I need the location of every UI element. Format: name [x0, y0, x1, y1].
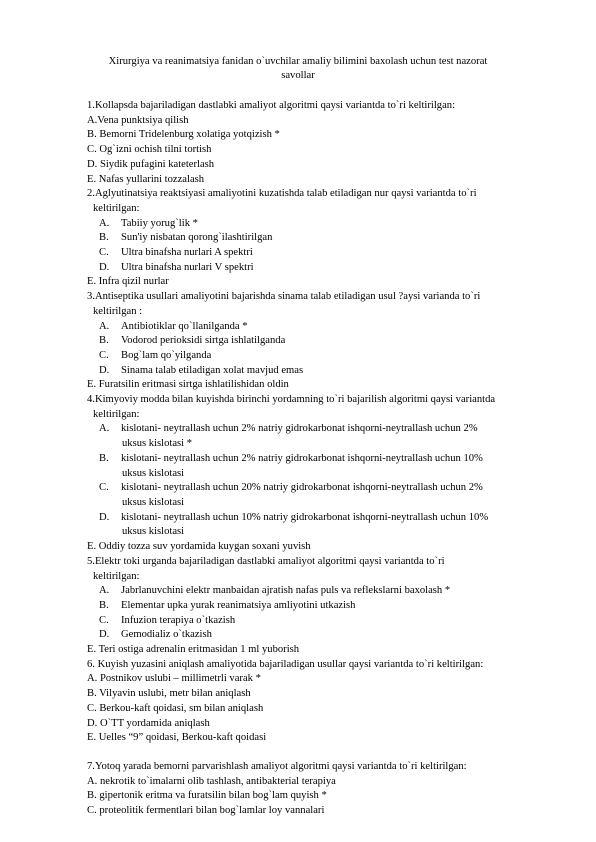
q6-option-d: D. O`TT yordamida aniqlash: [87, 717, 210, 729]
q4-option-b: [87, 452, 557, 467]
question-3: 3.Antiseptika usullari amaliyotini bajarishda sinama talab etiladigan usul ?aysi varianda to`ri: [87, 291, 481, 303]
question-2-continuation: keltirilgan:: [93, 202, 140, 214]
q7-option-c: C. proteolitik fermentlari bilan bog`lamlar loy vannalari: [87, 805, 325, 817]
question-7: 7.Yotoq yarada bemorni parvarishlash amaliyot algoritmi qaysi variantda to`ri keltirilgan:: [87, 760, 467, 772]
q2-option-e: E. Infra qizil nurlar: [87, 276, 169, 288]
option-text: Antibiotiklar qo`llanilganda *: [121, 320, 248, 332]
option-letter: C.: [99, 614, 109, 626]
option-letter: D.: [99, 261, 110, 273]
q3-option-d: [87, 364, 557, 379]
option-letter: A.: [99, 423, 110, 435]
option-letter: B.: [99, 452, 109, 464]
option-letter: A.: [99, 320, 110, 332]
q5-option-a: [87, 584, 557, 599]
option-letter: C.: [99, 247, 109, 259]
q3-option-c: [87, 349, 557, 364]
q2-option-a: [87, 217, 557, 232]
option-text: Elementar upka yurak reanimatsiya amliyotini utkazish: [121, 599, 356, 611]
q4-option-e: E. Oddiy tozza suv yordamida kuygan soxani yuvish: [87, 541, 311, 553]
title-line-1: Xirurgiya va reanimatsiya fanidan o`uvchilar amaliy bilimini baxolash uchun test nazorat: [108, 56, 488, 67]
q7-option-a: A. nekrotik to`imalarni olib tashlash, antibakterial terapiya: [87, 775, 336, 787]
option-letter: D.: [99, 364, 110, 376]
q4-option-a-continuation: uksus kislotasi *: [122, 438, 193, 450]
q3-option-e: E. Furatsilin eritmasi sirtga ishlatilishidan oldin: [87, 379, 289, 391]
option-letter: A.: [99, 217, 110, 229]
option-text: Ultra binafsha nurlari V spektri: [121, 261, 254, 273]
option-text: Infuzion terapiya o`tkazish: [121, 614, 236, 626]
q4-option-a: [87, 422, 557, 437]
test-questions: [87, 99, 557, 819]
question-1: 1.Kollapsda bajariladigan dastlabki amaliyot algoritmi qaysi variantda to`ri keltirilgan:: [87, 100, 456, 111]
q6-option-b: B. Vilyavin uslubi, metr bilan aniqlash: [87, 688, 251, 700]
q3-option-b: [87, 334, 557, 349]
q5-option-d: [87, 628, 557, 643]
option-text: Jabrlanuvchini elektr manbaidan ajratish nafas puls va reflekslarni baxolash *: [121, 585, 451, 597]
option-letter: C.: [99, 349, 109, 361]
q1-option-d: D. Siydik pufagini kateterlash: [87, 158, 215, 170]
option-letter: B.: [99, 232, 109, 244]
option-text: Ultra binafsha nurlari A spektri: [121, 247, 253, 259]
option-text: kislotani- neytrallash uchun 2% natriy gidrokarbonat ishqorni-neytrallash uchun 2%: [121, 423, 478, 435]
q2-option-c: [87, 246, 557, 261]
option-text: Gemodializ o`tkazish: [121, 629, 212, 641]
q5-option-c: [87, 614, 557, 629]
option-text: Bog`lam qo`yilganda: [121, 349, 212, 361]
q4-option-d-continuation: uksus kislotasi: [122, 526, 185, 538]
option-letter: A.: [99, 585, 110, 597]
q4-option-c: [87, 481, 557, 496]
q3-option-a: [87, 320, 557, 335]
option-text: kislotani- neytrallash uchun 10% natriy gidrokarbonat ishqorni-neytrallash uchun 10%: [121, 511, 489, 523]
option-letter: D.: [99, 629, 110, 641]
q4-option-c-continuation: uksus kislotasi: [122, 496, 185, 508]
option-text: Sun'iy nisbatan qorong`ilashtirilgan: [121, 232, 273, 244]
option-letter: D.: [99, 511, 110, 523]
q4-option-d: [87, 511, 557, 526]
q7-option-b: B. gipertonik eritma va furatsilin bilan bog`lam quyish *: [87, 790, 327, 802]
q2-option-b: [87, 231, 557, 246]
q6-option-a: A. Postnikov uslubi – millimetrli varak *: [87, 673, 261, 685]
q2-option-d: [87, 261, 557, 276]
q6-option-c: C. Berkou-kaft qoidasi, sm bilan aniqlash: [87, 702, 264, 714]
option-text: Sinama talab etiladigan xolat mavjud emas: [121, 364, 304, 376]
q4-option-b-continuation: uksus kislotasi: [122, 467, 185, 479]
question-4-continuation: keltirilgan:: [93, 408, 140, 420]
document-title: [90, 55, 506, 83]
q5-option-e: E. Teri ostiga adrenalin eritmasidan 1 ml yuborish: [87, 644, 300, 656]
option-text: Vodorod perioksidi sirtga ishlatilganda: [121, 335, 286, 347]
q5-option-b: [87, 599, 557, 614]
q1-option-b: B. Bemorni Tridelenburg xolatiga yotqizish *: [87, 129, 280, 141]
q6-option-e: E. Uelles “9” qoidasi, Berkou-kaft qoidasi: [87, 732, 267, 744]
option-text: Tabiiy yorug`lik *: [121, 217, 198, 229]
question-4: 4.Kimyoviy modda bilan kuyishda birinchi yordamning to`ri bajarilish algoritmi qaysi variantda: [87, 394, 496, 406]
option-letter: B.: [99, 599, 109, 611]
question-5: 5.Elektr toki urganda bajariladigan dastlabki amaliyot algoritmi qaysi variantda to`ri: [87, 555, 445, 567]
q1-option-e: E. Nafas yullarini tozzalash: [87, 173, 205, 185]
option-letter: C.: [99, 482, 109, 494]
q1-option-a: A.Vena punktsiya qilish: [87, 114, 189, 126]
question-2: 2.Aglyutinatsiya reaktsiyasi amaliyotini kuzatishda talab etiladigan nur qaysi variantda to`ri: [87, 188, 477, 200]
q1-option-c: C. Og`izni ochish tilni tortish: [87, 144, 212, 156]
question-5-continuation: keltirilgan:: [93, 570, 140, 582]
option-text: kislotani- neytrallash uchun 20% natriy gidrokarbonat ishqorni-neytrallash uchun 2%: [121, 482, 483, 494]
paragraph-gap: [87, 746, 557, 760]
title-line-2: savollar: [281, 70, 315, 81]
option-text: kislotani- neytrallash uchun 2% natriy gidrokarbonat ishqorni-neytrallash uchun 10%: [121, 452, 483, 464]
question-3-continuation: keltirilgan :: [93, 305, 143, 317]
question-6: 6. Kuyish yuzasini aniqlash amaliyotida bajariladigan usullar qaysi variantda to`ri keltirilgan:: [87, 658, 484, 670]
option-letter: B.: [99, 335, 109, 347]
